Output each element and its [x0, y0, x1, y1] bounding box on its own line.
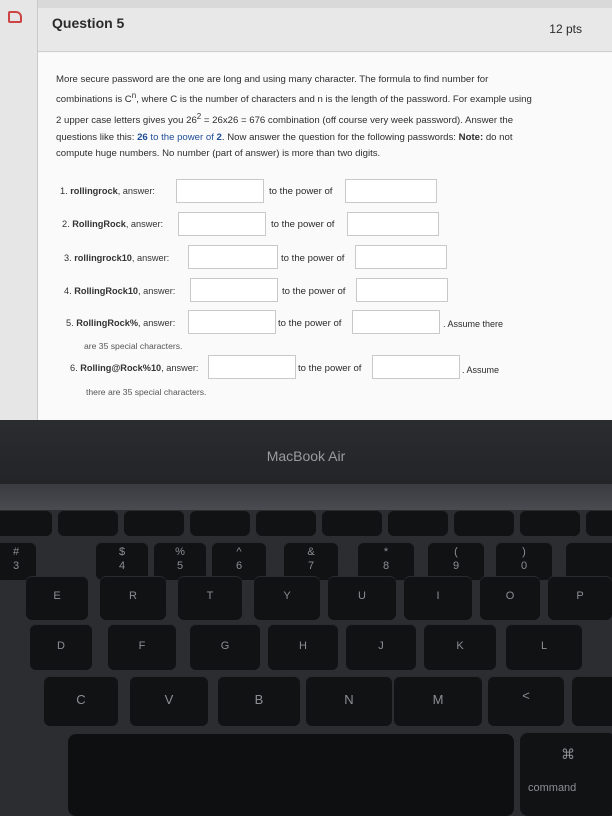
item-4-label: 4. RollingRock10, answer: [64, 286, 176, 296]
question-title: Question 5 [52, 15, 125, 31]
question-body [38, 53, 612, 420]
key-f[interactable]: F [108, 624, 176, 670]
key-f7[interactable] [256, 510, 316, 536]
key-f10[interactable] [454, 510, 514, 536]
key-h[interactable]: H [268, 624, 338, 670]
key-g[interactable]: G [190, 624, 260, 670]
key-y[interactable]: Y [254, 576, 320, 620]
key-command[interactable]: ⌘ command [520, 732, 612, 816]
keyboard-deck [0, 510, 612, 816]
item-2-base-input[interactable] [178, 212, 266, 236]
question-intro: More secure password are the one are long and using many character. The formula to find number for combinations is $C^n$, where C is the number of characters and n is the length of the password. For example using 2 upper case letters gives you $26^2 = 26x26 = 676$ combination (off course very week password). Answer the questions like this: 26 to the power of 2. Now answer the question for the following passwords: Note: do not compute huge numbers. No number (part of answer) is more than two digits. [56, 74, 532, 159]
key-v[interactable]: V [130, 676, 208, 726]
screen-bezel [0, 420, 612, 484]
key-3[interactable]: # 3 [0, 542, 36, 580]
key-o[interactable]: O [480, 576, 540, 620]
item-5-base-input[interactable] [188, 310, 276, 334]
item-5-power-label: to the power of [278, 318, 342, 329]
item-5-note: are 35 special characters. [84, 341, 183, 351]
key-r[interactable]: R [100, 576, 166, 620]
key-f6[interactable] [190, 510, 250, 536]
key-4[interactable]: $ 4 [96, 542, 148, 580]
item-6-assume-text: . Assume [462, 365, 500, 375]
key-t[interactable]: T [178, 576, 242, 620]
key-i[interactable]: I [404, 576, 472, 620]
key-7[interactable]: & 7 [284, 542, 338, 580]
item-6-label: 6. Rolling@Rock%10, answer: [70, 363, 199, 373]
item-2-exponent-input[interactable] [347, 212, 439, 236]
item-4-power-label: to the power of [282, 286, 346, 297]
question-panel [38, 8, 612, 420]
key-period[interactable] [572, 676, 612, 726]
key-f5[interactable] [124, 510, 184, 536]
hinge [0, 484, 612, 510]
item-3-base-input[interactable] [188, 245, 278, 269]
item-2-label: 2. RollingRock, answer: [62, 219, 164, 229]
key-n[interactable]: N [306, 676, 392, 726]
key-f12[interactable] [586, 510, 612, 536]
item-1-label: 1. rollingrock, answer: [60, 186, 155, 196]
key-9[interactable]: ( 9 [428, 542, 484, 580]
item-6-exponent-input[interactable] [372, 355, 460, 379]
item-3-label: 3. rollingrock10, answer: [64, 253, 170, 263]
key-f9[interactable] [388, 510, 448, 536]
left-sidebar-strip [0, 0, 38, 420]
item-4-exponent-input[interactable] [356, 278, 448, 302]
key-0[interactable]: ) 0 [496, 542, 552, 580]
item-5-label: 5. RollingRock%, answer: [66, 318, 176, 328]
key-minus[interactable] [566, 542, 612, 580]
key-5[interactable]: % 5 [154, 542, 206, 580]
key-f3[interactable] [0, 510, 52, 536]
key-space[interactable] [68, 734, 514, 816]
item-2-power-label: to the power of [271, 219, 335, 230]
key-p[interactable]: P [548, 576, 612, 620]
key-j[interactable]: J [346, 624, 416, 670]
key-f8[interactable] [322, 510, 382, 536]
key-m[interactable]: M [394, 676, 482, 726]
key-d[interactable]: D [30, 624, 92, 670]
item-1-exponent-input[interactable] [345, 179, 437, 203]
item-3-power-label: to the power of [281, 253, 345, 264]
key-l[interactable]: L [506, 624, 582, 670]
question-points: 12 pts [549, 22, 582, 36]
item-3-exponent-input[interactable] [355, 245, 447, 269]
item-5-exponent-input[interactable] [352, 310, 440, 334]
key-u[interactable]: U [328, 576, 396, 620]
key-comma[interactable]: < [488, 676, 564, 726]
key-k[interactable]: K [424, 624, 496, 670]
key-e[interactable]: E [26, 576, 88, 620]
key-f11[interactable] [520, 510, 580, 536]
key-f4[interactable] [58, 510, 118, 536]
item-6-power-label: to the power of [298, 363, 362, 374]
item-1-power-label: to the power of [269, 186, 333, 197]
item-4-base-input[interactable] [190, 278, 278, 302]
brand-label: MacBook Air [266, 448, 346, 464]
key-b[interactable]: B [218, 676, 300, 726]
key-c[interactable]: C [44, 676, 118, 726]
command-icon: ⌘ [561, 746, 575, 762]
item-6-base-input[interactable] [208, 355, 296, 379]
item-6-note: there are 35 special characters. [86, 387, 207, 397]
item-5-assume-text: . Assume there [443, 319, 504, 329]
flag-question-icon[interactable] [8, 11, 22, 23]
item-1-base-input[interactable] [176, 179, 264, 203]
key-6[interactable]: ^ 6 [212, 542, 266, 580]
key-8[interactable]: * 8 [358, 542, 414, 580]
question-header [38, 8, 612, 52]
